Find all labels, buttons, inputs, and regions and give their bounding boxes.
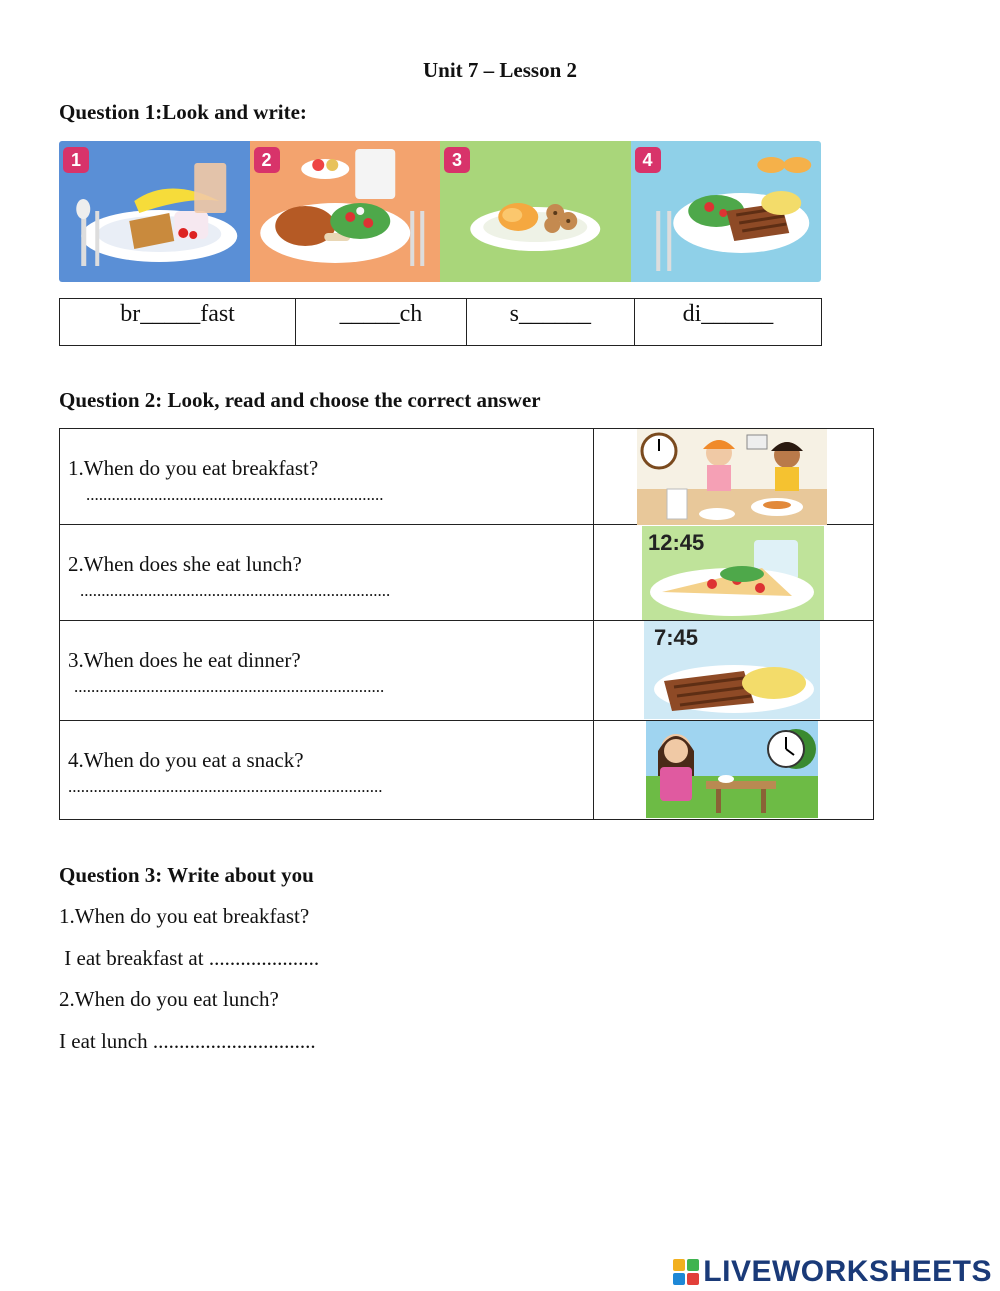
- word-lunch-blank[interactable]: _____ch: [296, 299, 467, 346]
- lunch-time-picture: [642, 526, 824, 620]
- table-row: [60, 525, 874, 621]
- question-cell: [60, 721, 594, 820]
- answer-line[interactable]: .........................................................................: [80, 581, 391, 600]
- logo-text: LIVEWORKSHEETS: [703, 1255, 992, 1288]
- word-snack-blank[interactable]: s______: [466, 299, 634, 346]
- question-1-heading: Question 1:Look and write:: [59, 100, 307, 124]
- word-completion-table: [59, 298, 822, 346]
- panel-number-3: 3: [444, 147, 470, 173]
- table-row: [60, 721, 874, 820]
- breakfast-scene-picture: [637, 429, 827, 525]
- question-text: 1.When do you eat breakfast?: [68, 456, 319, 480]
- table-row: [60, 621, 874, 721]
- panel-number-1: 1: [63, 147, 89, 173]
- question-3-heading: Question 3: Write about you: [59, 863, 314, 887]
- panel-lunch: [250, 141, 441, 282]
- word-breakfast-blank[interactable]: br_____fast: [60, 299, 296, 346]
- word-dinner-blank[interactable]: di______: [634, 299, 821, 346]
- question-2-heading: Question 2: Look, read and choose the correct answer: [59, 388, 541, 412]
- page-title: Unit 7 – Lesson 2: [422, 58, 578, 82]
- answer-line[interactable]: ......................................................................: [86, 485, 384, 504]
- image-cell: [594, 721, 874, 820]
- question-3-line-1: 1.When do you eat breakfast?: [59, 904, 310, 928]
- question-cell: [60, 621, 594, 721]
- lunch-time-label: 12:45: [648, 530, 705, 555]
- answer-line[interactable]: .........................................................................: [74, 677, 385, 696]
- question-3-answer-2[interactable]: I eat lunch ...............................: [59, 1029, 316, 1053]
- question-2-table: [59, 428, 874, 820]
- question-cell: [60, 525, 594, 621]
- panel-breakfast: [59, 141, 250, 282]
- meal-picture-strip: [59, 141, 821, 282]
- question-cell: [60, 429, 594, 525]
- panel-number-4: 4: [635, 147, 661, 173]
- question-text: 2.When does she eat lunch?: [68, 552, 302, 576]
- table-row: [60, 429, 874, 525]
- park-scene-picture: [646, 721, 818, 818]
- dinner-time-label: 7:45: [654, 625, 699, 650]
- question-3-answer-1[interactable]: I eat breakfast at .....................: [59, 946, 320, 970]
- panel-dinner: [631, 141, 822, 282]
- panel-snack: [440, 141, 631, 282]
- question-text: 4.When do you eat a snack?: [68, 748, 304, 772]
- logo-mark-icon: [673, 1259, 699, 1285]
- image-cell: [594, 621, 874, 721]
- question-text: 3.When does he eat dinner?: [68, 648, 301, 672]
- image-cell: [594, 525, 874, 621]
- image-cell: [594, 429, 874, 525]
- answer-line[interactable]: ..........................................................................: [68, 777, 383, 796]
- liveworksheets-logo: [673, 1255, 992, 1289]
- question-3-line-2: 2.When do you eat lunch?: [59, 987, 279, 1011]
- dinner-time-picture: [644, 621, 820, 719]
- panel-number-2: 2: [254, 147, 280, 173]
